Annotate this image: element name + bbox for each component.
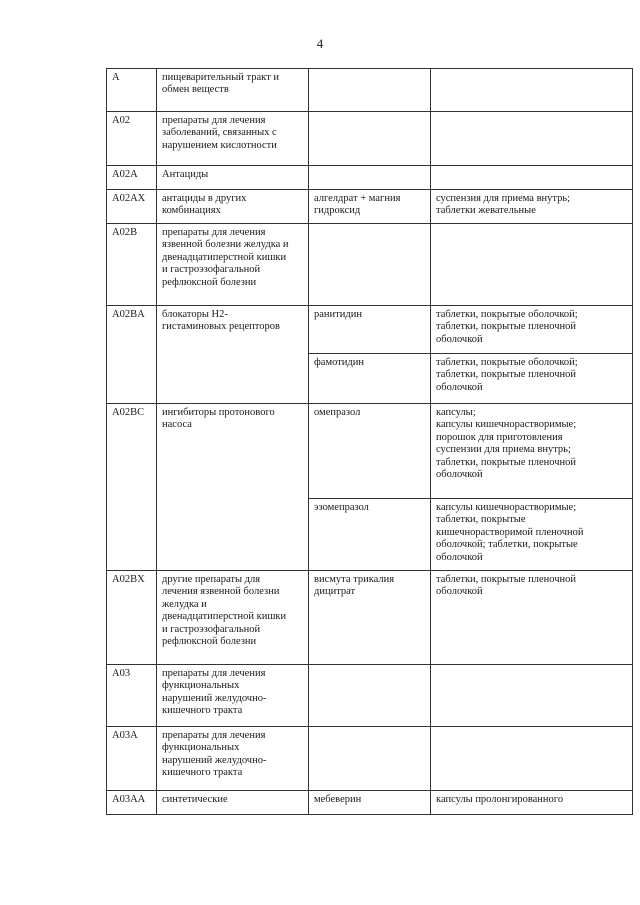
substance-cell: фамотидин — [309, 354, 431, 404]
table-row — [107, 727, 633, 791]
table-row — [107, 306, 633, 354]
atc-code-cell: A — [107, 69, 157, 112]
table-row — [107, 571, 633, 665]
form-cell: таблетки, покрытые пленочной оболочкой — [431, 571, 633, 665]
group-cell: блокаторы Н2- гистаминовых рецепторов — [157, 306, 309, 404]
form-cell: таблетки, покрытые оболочкой; таблетки, покрытые пленочной оболочкой — [431, 354, 633, 404]
atc-code-cell: A02BA — [107, 306, 157, 404]
group-cell: препараты для лечения функциональных нарушений желудочно- кишечного тракта — [157, 727, 309, 791]
substance-cell: ранитидин — [309, 306, 431, 354]
group-cell: антациды в других комбинациях — [157, 190, 309, 224]
form-cell: капсулы кишечнорастворимые; таблетки, покрытые кишечнорастворимой пленочной оболочкой; таблетки, покрытые оболочкой — [431, 499, 633, 571]
form-cell: суспензия для приема внутрь; таблетки жевательные — [431, 190, 633, 224]
substance-cell — [309, 665, 431, 727]
substance-cell — [309, 224, 431, 306]
atc-code-cell: A02AX — [107, 190, 157, 224]
page-number: 4 — [316, 36, 324, 51]
group-cell: Антациды — [157, 166, 309, 190]
form-cell — [431, 665, 633, 727]
form-cell: капсулы пролонгированного — [431, 791, 633, 815]
form-cell: таблетки, покрытые оболочкой; таблетки, покрытые пленочной оболочкой — [431, 306, 633, 354]
atc-code-cell: A03AA — [107, 791, 157, 815]
substance-cell: мебеверин — [309, 791, 431, 815]
substance-cell: алгелдрат + магния гидроксид — [309, 190, 431, 224]
group-cell: препараты для лечения функциональных нарушений желудочно- кишечного тракта — [157, 665, 309, 727]
table-row — [107, 665, 633, 727]
table-row — [107, 166, 633, 190]
atc-code-cell: A02 — [107, 112, 157, 166]
substance-cell: эзомепразол — [309, 499, 431, 571]
atc-code-cell: A03A — [107, 727, 157, 791]
form-cell — [431, 166, 633, 190]
form-cell — [431, 224, 633, 306]
substance-cell: висмута трикалия дицитрат — [309, 571, 431, 665]
table-row — [107, 190, 633, 224]
form-cell — [431, 727, 633, 791]
atc-code-cell: A02A — [107, 166, 157, 190]
substance-cell — [309, 727, 431, 791]
form-cell: капсулы; капсулы кишечнорастворимые; порошок для приготовления суспензии для приема внутрь; таблетки, покрытые пленочной оболочкой — [431, 404, 633, 499]
atc-code-cell: A02BC — [107, 404, 157, 571]
group-cell: ингибиторы протонового насоса — [157, 404, 309, 571]
group-cell: препараты для лечения заболеваний, связанных с нарушением кислотности — [157, 112, 309, 166]
substance-cell — [309, 166, 431, 190]
group-cell: синтетические — [157, 791, 309, 815]
form-cell — [431, 69, 633, 112]
table-row — [107, 224, 633, 306]
atc-code-cell: A02BX — [107, 571, 157, 665]
substance-cell — [309, 112, 431, 166]
table-row — [107, 404, 633, 499]
substance-cell — [309, 69, 431, 112]
form-cell — [431, 112, 633, 166]
table-row — [107, 791, 633, 815]
table-row — [107, 112, 633, 166]
group-cell: пищеварительный тракт и обмен веществ — [157, 69, 309, 112]
group-cell: другие препараты для лечения язвенной болезни желудка и двенадцатиперстной кишки и гастроэзофагальной рефлюксной болезни — [157, 571, 309, 665]
atc-code-cell: A02B — [107, 224, 157, 306]
group-cell: препараты для лечения язвенной болезни желудка и двенадцатиперстной кишки и гастроэзофагальной рефлюксной болезни — [157, 224, 309, 306]
substance-cell: омепразол — [309, 404, 431, 499]
atc-code-cell: A03 — [107, 665, 157, 727]
drug-table — [106, 68, 633, 815]
table-row — [107, 69, 633, 112]
